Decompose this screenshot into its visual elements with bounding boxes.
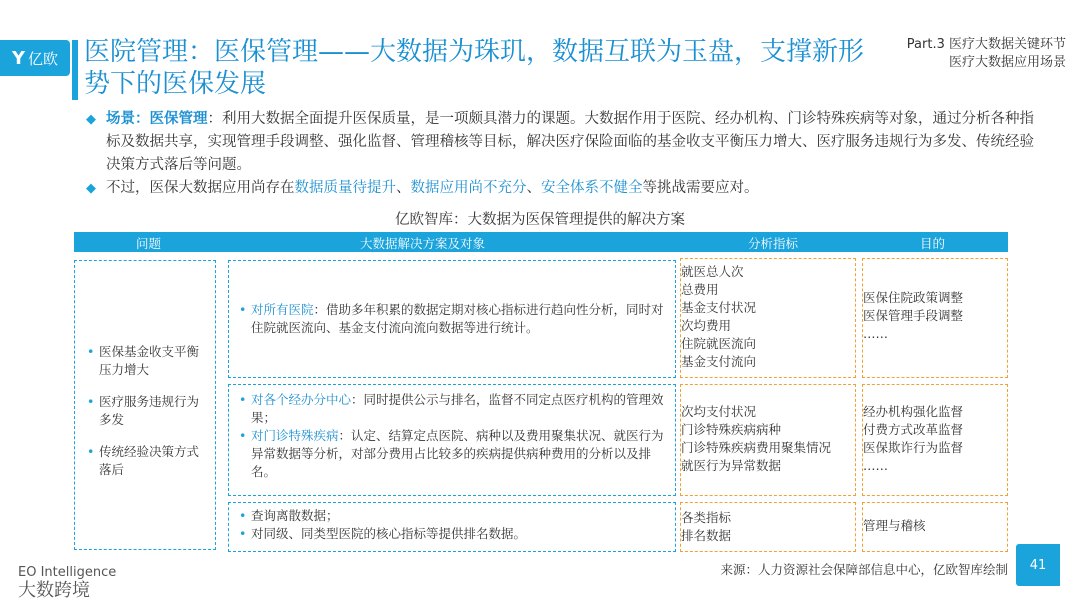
challenge-2: 数据应用尚不充分 <box>410 180 527 196</box>
subpart-label: 医疗大数据应用场景 <box>948 55 1066 70</box>
solution-cell-2 <box>228 384 676 496</box>
diamond-bullet-icon: ◆ <box>86 112 96 127</box>
bullet-challenges <box>84 177 1044 200</box>
brand-en: EO Intelligence <box>18 565 117 580</box>
title-accent-bar <box>72 40 78 100</box>
goal-item: 管理与稽核 <box>863 518 926 533</box>
goals-cell-2 <box>862 384 1008 496</box>
brand-logo <box>0 40 70 76</box>
footer-brand <box>18 566 116 602</box>
solution-target: 对门诊特殊疾病 <box>251 428 339 443</box>
bullet-scene <box>84 108 1044 177</box>
diamond-bullet-icon: ◆ <box>86 181 96 196</box>
solution-item <box>237 301 665 337</box>
problem-item: • 传统经验决策方式落后 <box>85 443 209 479</box>
metric-item: 次均费用 <box>681 318 732 333</box>
metric-item: 门诊特殊疾病费用聚集情况 <box>681 440 832 455</box>
goals-cell-3 <box>862 502 1008 552</box>
solution-cell-3 <box>228 502 676 552</box>
challenge-3: 安全体系不健全 <box>541 180 643 196</box>
solution-text: ：认定、结算定点医院、病种以及费用聚集状况、就医行为异常数据等分析，对部分费用占比较多的疾病提供病种费用的分析以及排名。 <box>251 428 664 479</box>
source-note: 来源：人力资源社会保障部信息中心，亿欧智库绘制 <box>720 562 1008 577</box>
problem-item: • 医疗服务违规行为多发 <box>85 393 209 429</box>
metric-item: 次均支付状况 <box>681 404 757 419</box>
solution-item: • 对同级、同类型医院的核心指标等提供排名数据。 <box>237 525 665 543</box>
metric-item: 就医行为异常数据 <box>681 458 782 473</box>
solution-item <box>237 427 665 481</box>
metrics-cell-2 <box>680 384 856 496</box>
logo-text: 亿欧 <box>28 49 59 68</box>
challenge-pre: 不过，医保大数据应用尚存在 <box>106 180 295 196</box>
metric-item: 住院就医流向 <box>681 336 757 351</box>
goal-item: 医保住院政策调整 <box>863 290 964 305</box>
solution-text: ：同时提供公示与排名，监督不同定点医疗机构的管理效果； <box>251 392 664 425</box>
metrics-cell-3 <box>680 502 856 552</box>
solution-cell-1 <box>228 260 676 378</box>
part-label: Part.3 医疗大数据关键环节 <box>906 37 1066 52</box>
header-goal: 目的 <box>920 236 946 251</box>
section-label <box>907 36 1066 72</box>
goal-item: 经办机构强化监督 <box>863 404 964 419</box>
header-metrics: 分析指标 <box>748 236 799 251</box>
goal-item: …… <box>863 458 888 473</box>
header-problem: 问题 <box>136 236 162 251</box>
problems-cell <box>74 260 216 550</box>
goals-cell-1 <box>862 258 1008 378</box>
header-solution: 大数据解决方案及对象 <box>360 236 486 251</box>
scene-text: ：利用大数据全面提升医保质量，是一项颇具潜力的课题。大数据作用于医院、经办机构、门诊特殊疾病等对象，通过分析各种指标及数据共享，实现管理手段调整、强化监督、管理稽核等目标，解决医疗保险面临的基金收支平衡压力增大、医疗服务违规行为多发、传统经验决策方式落后等问题。 <box>106 111 1034 173</box>
solution-item: • 查询离散数据； <box>237 507 665 525</box>
metric-item: 门诊特殊疾病病种 <box>681 422 782 437</box>
goal-item: 医保管理手段调整 <box>863 308 964 323</box>
goal-item: 医保欺诈行为监督 <box>863 440 964 455</box>
challenge-sep: 、 <box>526 180 541 196</box>
page-title: 医院管理：医保管理——大数据为珠玑，数据互联为玉盘，支撑新形势下的医保发展 <box>84 37 865 99</box>
table-title: 亿欧智库：大数据为医保管理提供的解决方案 <box>395 212 685 228</box>
table-header <box>74 232 1008 252</box>
challenge-1: 数据质量待提升 <box>294 180 396 196</box>
logo-mark-icon: Y <box>11 47 26 69</box>
solution-target: 对所有医院 <box>251 302 314 317</box>
solution-text: ：借助多年积累的数据定期对核心指标进行趋向性分析，同时对住院就医流向、基金支付流向流向数据等进行统计。 <box>251 302 664 335</box>
metric-item: 排名数据 <box>681 528 732 543</box>
metric-item: 基金支付流向 <box>681 354 757 369</box>
challenge-post: 等挑战需要应对。 <box>642 180 759 196</box>
metrics-cell-1 <box>680 258 856 378</box>
metric-item: 各类指标 <box>681 510 732 525</box>
challenge-sep: 、 <box>396 180 411 196</box>
solution-target: 对各个经办分中心 <box>251 392 352 407</box>
scene-label: 场景： <box>106 111 150 127</box>
metric-item: 总费用 <box>681 282 719 297</box>
page-number: 41 <box>1016 544 1060 586</box>
metric-item: 基金支付状况 <box>681 300 757 315</box>
metric-item: 就医总人次 <box>681 264 744 279</box>
goal-item: 付费方式改革监督 <box>863 422 964 437</box>
intro-bullets <box>84 108 1044 200</box>
scene-label-topic: 医保管理 <box>149 111 208 127</box>
brand-cn: 大数跨境 <box>18 580 90 601</box>
solution-item <box>237 391 665 427</box>
goal-item: …… <box>863 326 888 341</box>
problem-item: • 医保基金收支平衡压力增大 <box>85 343 209 379</box>
